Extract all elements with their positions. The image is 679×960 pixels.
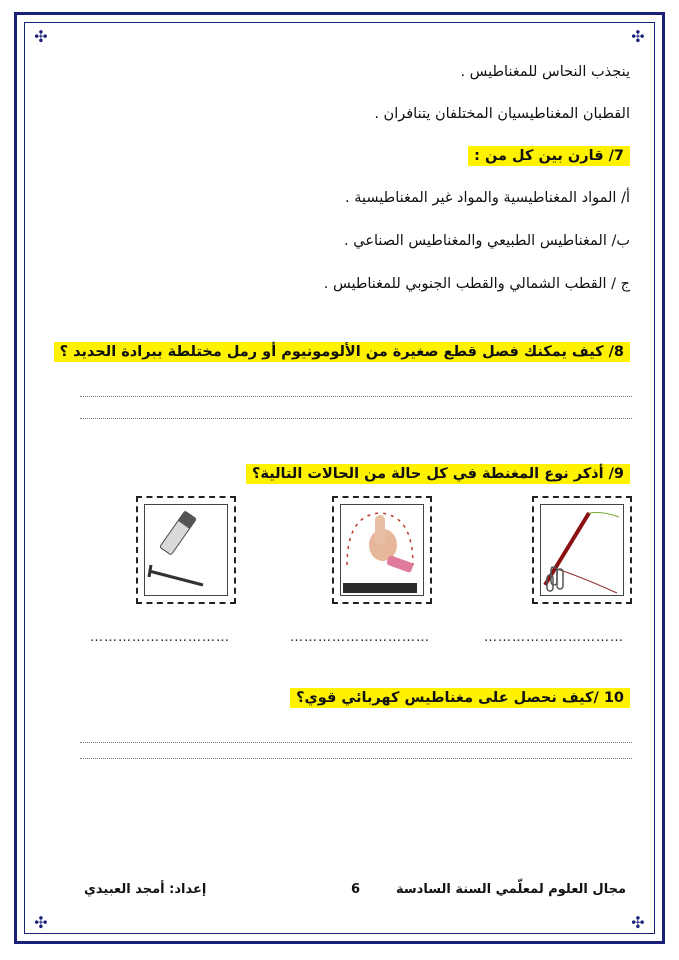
answer-blank-1[interactable]: ………………………… [484, 630, 624, 645]
answer-blank-2[interactable]: ………………………… [290, 630, 430, 645]
image-hand-stroking [332, 496, 432, 604]
magnet-nail-icon [141, 505, 227, 599]
answer-line[interactable] [80, 758, 632, 759]
question-9-highlight: 9/ أذكر نوع المغنطة في كل حالة من الحالات التالية؟ [246, 464, 630, 484]
question-7-title [468, 148, 630, 164]
worksheet-page [40, 40, 640, 920]
statement-1: ينجذب النحاس للمغناطيس . [460, 64, 630, 80]
question-10-highlight: 10 /كيف نحصل على مغناطيس كهربائي قوي؟ [290, 688, 630, 708]
hand-stroking-icon [337, 505, 423, 599]
corner-ornament-icon: ✣ [34, 27, 48, 46]
question-10-title [290, 690, 630, 706]
magnet-clips-icon [537, 505, 623, 599]
answer-line[interactable] [80, 418, 632, 419]
footer-page-number: 6 [350, 882, 360, 897]
corner-ornament-icon: ✣ [34, 913, 48, 932]
statement-2: القطبان المغناطيسيان المختلفان يتنافران . [374, 106, 630, 122]
answer-line[interactable] [80, 396, 632, 397]
answer-line[interactable] [80, 742, 632, 743]
footer-subject: مجال العلوم لمعلّمي السنة السادسة [396, 882, 626, 897]
question-7-highlight: 7/ قارن بين كل من : [468, 146, 630, 166]
question-7-item-a: أ/ المواد المغناطيسية والمواد غير المغناطيسية . [345, 190, 630, 206]
footer-author: إعداد: أمجد العبيدي [84, 882, 207, 897]
question-8-title [54, 344, 630, 360]
question-7-item-c: ج / القطب الشمالي والقطب الجنوبي للمغناطيس . [323, 276, 630, 292]
image-magnet-clips [532, 496, 632, 604]
corner-ornament-icon: ✣ [631, 27, 645, 46]
corner-ornament-icon: ✣ [631, 913, 645, 932]
question-9-title [246, 466, 630, 482]
question-7-item-b: ب/ المغناطيس الطبيعي والمغناطيس الصناعي . [344, 233, 630, 249]
image-magnet-nail [136, 496, 236, 604]
question-8-highlight: 8/ كيف يمكنك فصل قطع صغيرة من الألومونيوم أو رمل مختلطة ببرادة الحديد ؟ [54, 342, 630, 362]
answer-blank-3[interactable]: ………………………… [90, 630, 230, 645]
